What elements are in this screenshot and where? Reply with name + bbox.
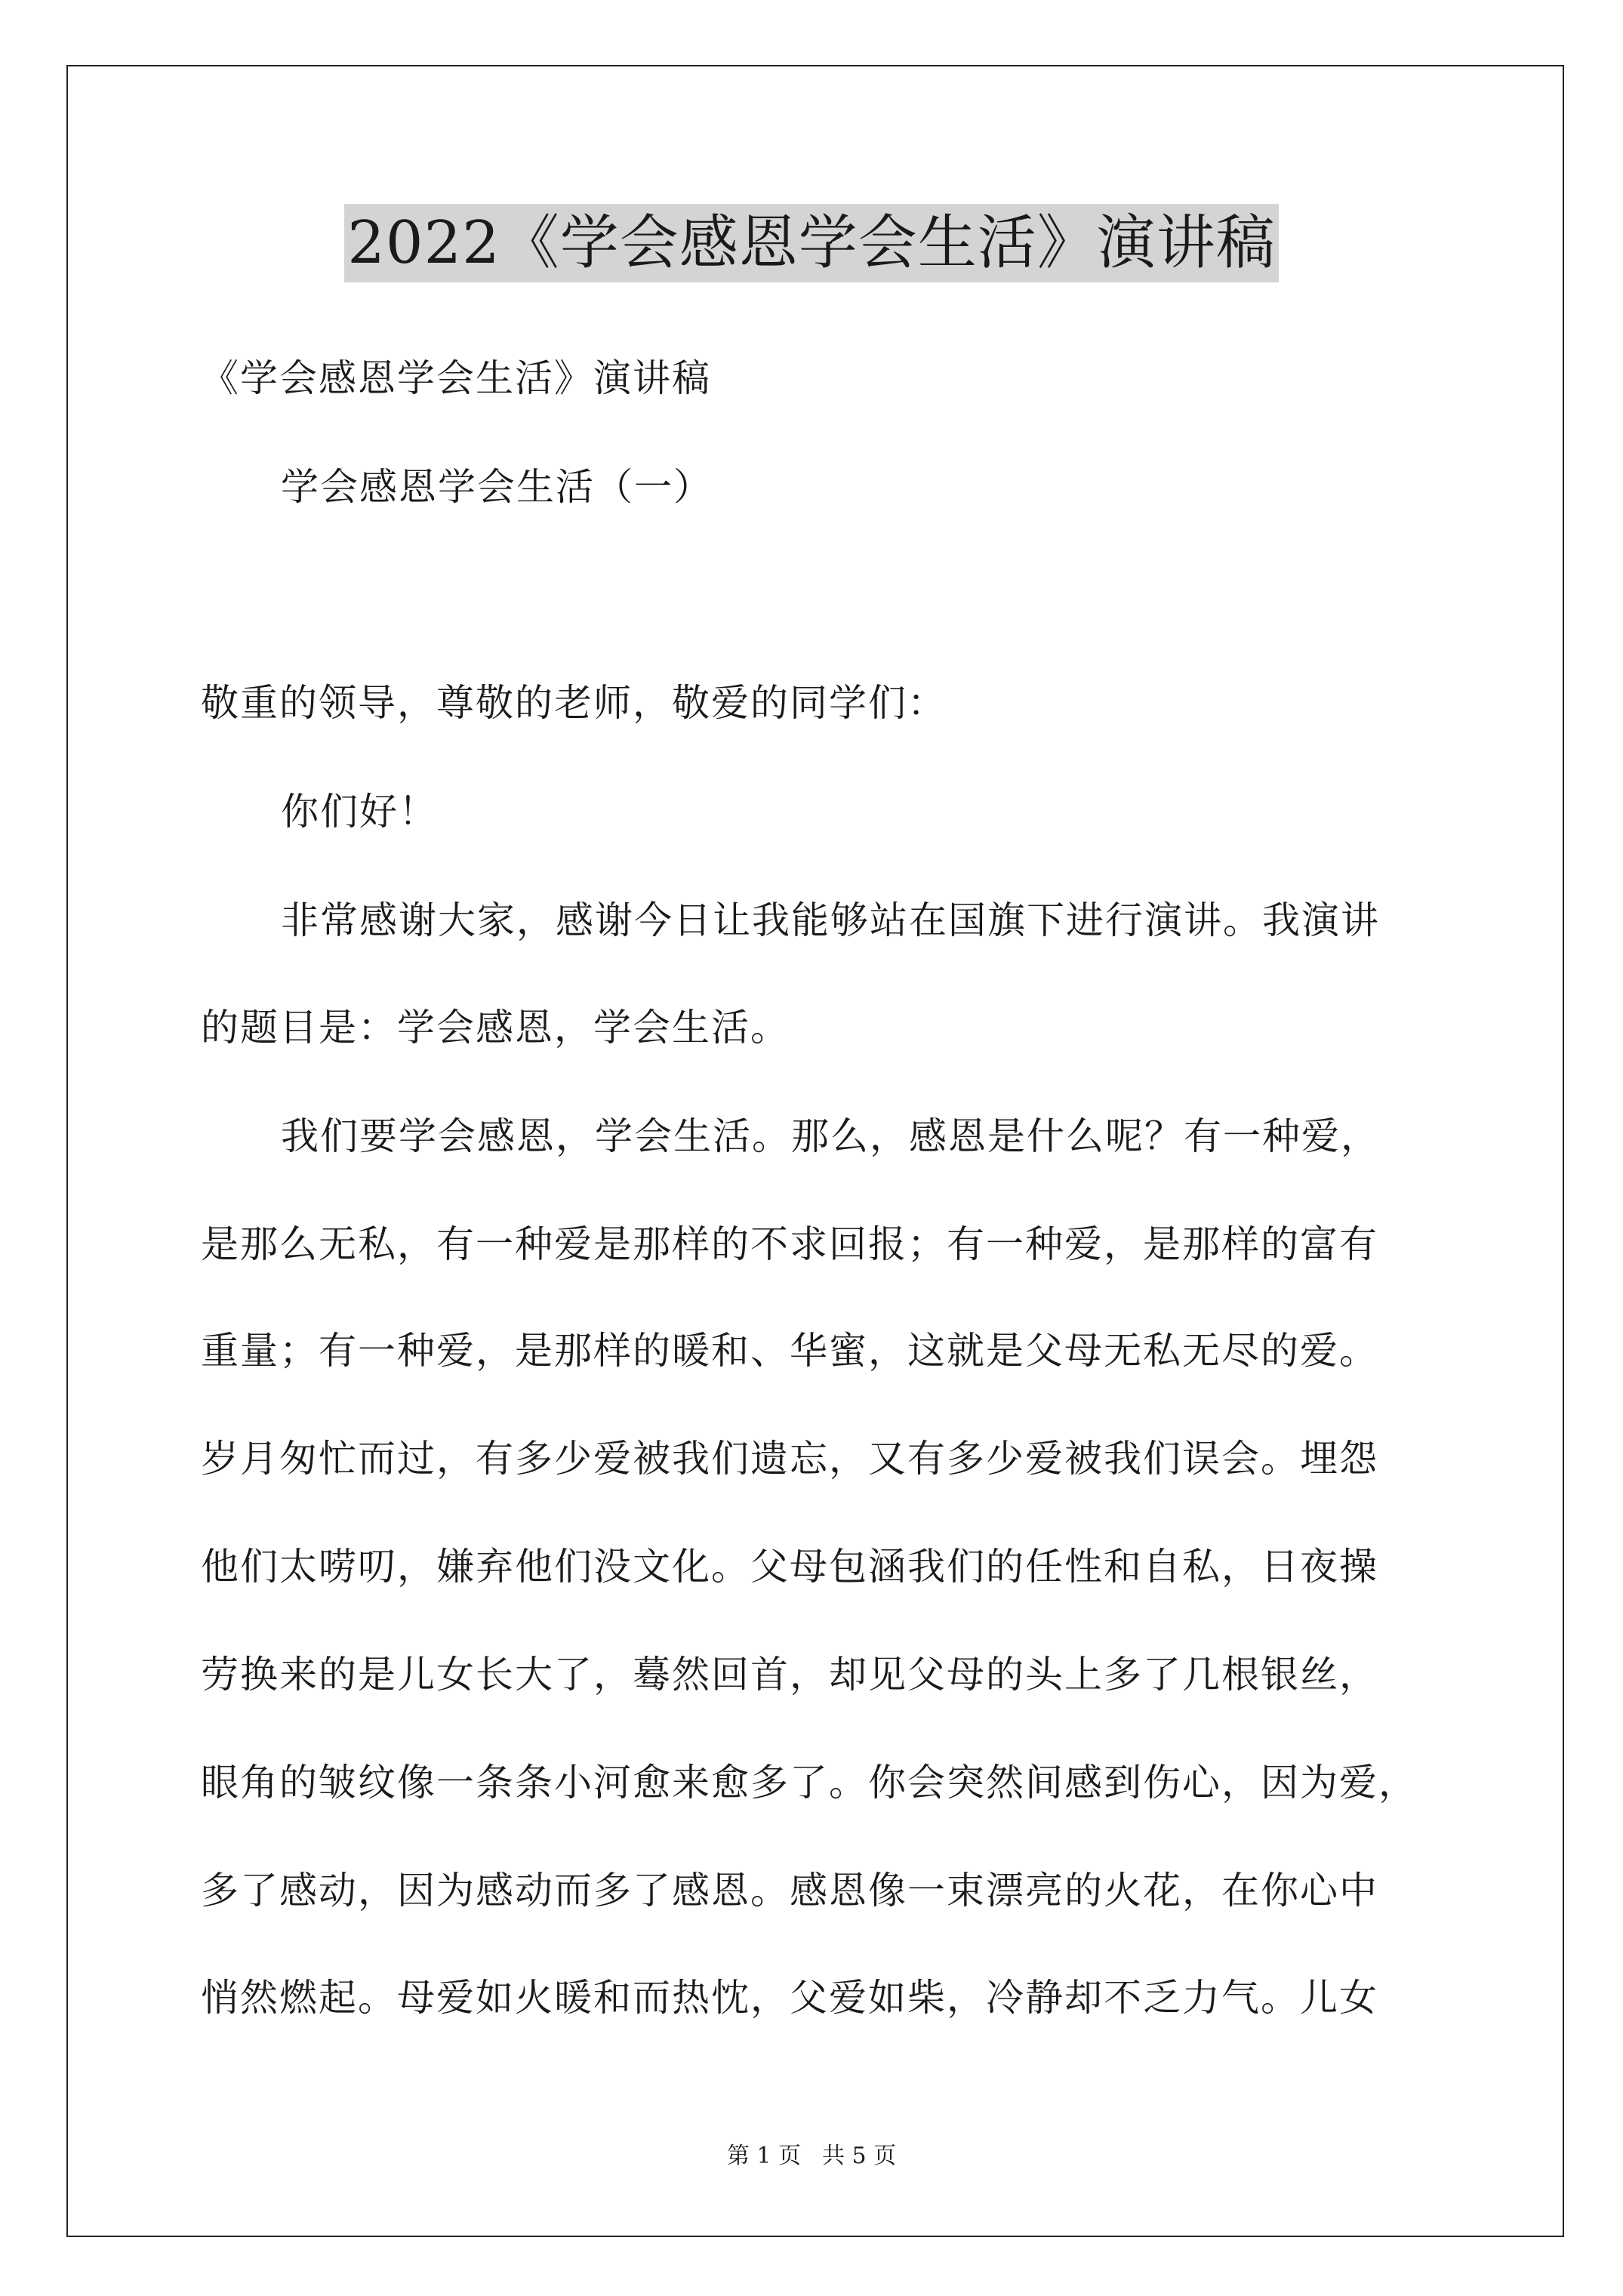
body-line-4: 是那么无私，有一种爱是那样的不求回报；有一种爱，是那样的富有	[201, 1222, 1378, 1266]
subtitle: 《学会感恩学会生活》演讲稿	[201, 356, 711, 400]
page-total: 共 5 页	[822, 2143, 897, 2169]
page-footer	[0, 2141, 1623, 2171]
greeting: 你们好！	[281, 790, 438, 834]
body-line-8: 劳换来的是儿女长大了，蓦然回首，却见父母的头上多了几根银丝，	[201, 1653, 1378, 1697]
page-number: 第 1 页	[726, 2143, 801, 2169]
title-container	[0, 204, 1623, 282]
section-heading: 学会感恩学会生活（一）	[281, 465, 713, 509]
body-line-7: 他们太唠叨，嫌弃他们没文化。父母包涵我们的任性和自私，日夜操	[201, 1545, 1378, 1589]
body-line-10: 多了感动，因为感动而多了感恩。感恩像一束漂亮的火花，在你心中	[201, 1869, 1378, 1912]
body-line-5: 重量；有一种爱，是那样的暖和、华蜜，这就是父母无私无尽的爱。	[201, 1329, 1378, 1373]
body-line-1: 非常感谢大家，感谢今日让我能够站在国旗下进行演讲。我演讲	[281, 898, 1380, 942]
document-title: 2022《学会感恩学会生活》演讲稿	[344, 204, 1279, 282]
body-line-2: 的题目是：学会感恩，学会生活。	[201, 1006, 790, 1049]
body-line-9: 眼角的皱纹像一条条小河愈来愈多了。你会突然间感到伤心，因为爱，	[201, 1761, 1418, 1804]
body-line-11: 悄然燃起。母爱如火暖和而热忱，父爱如柴，冷静却不乏力气。儿女	[201, 1976, 1378, 2020]
salutation: 敬重的领导，尊敬的老师，敬爱的同学们：	[201, 681, 947, 725]
body-line-6: 岁月匆忙而过，有多少爱被我们遗忘，又有多少爱被我们误会。埋怨	[201, 1437, 1378, 1481]
body-line-3: 我们要学会感恩，学会生活。那么，感恩是什么呢？有一种爱，	[281, 1114, 1380, 1158]
